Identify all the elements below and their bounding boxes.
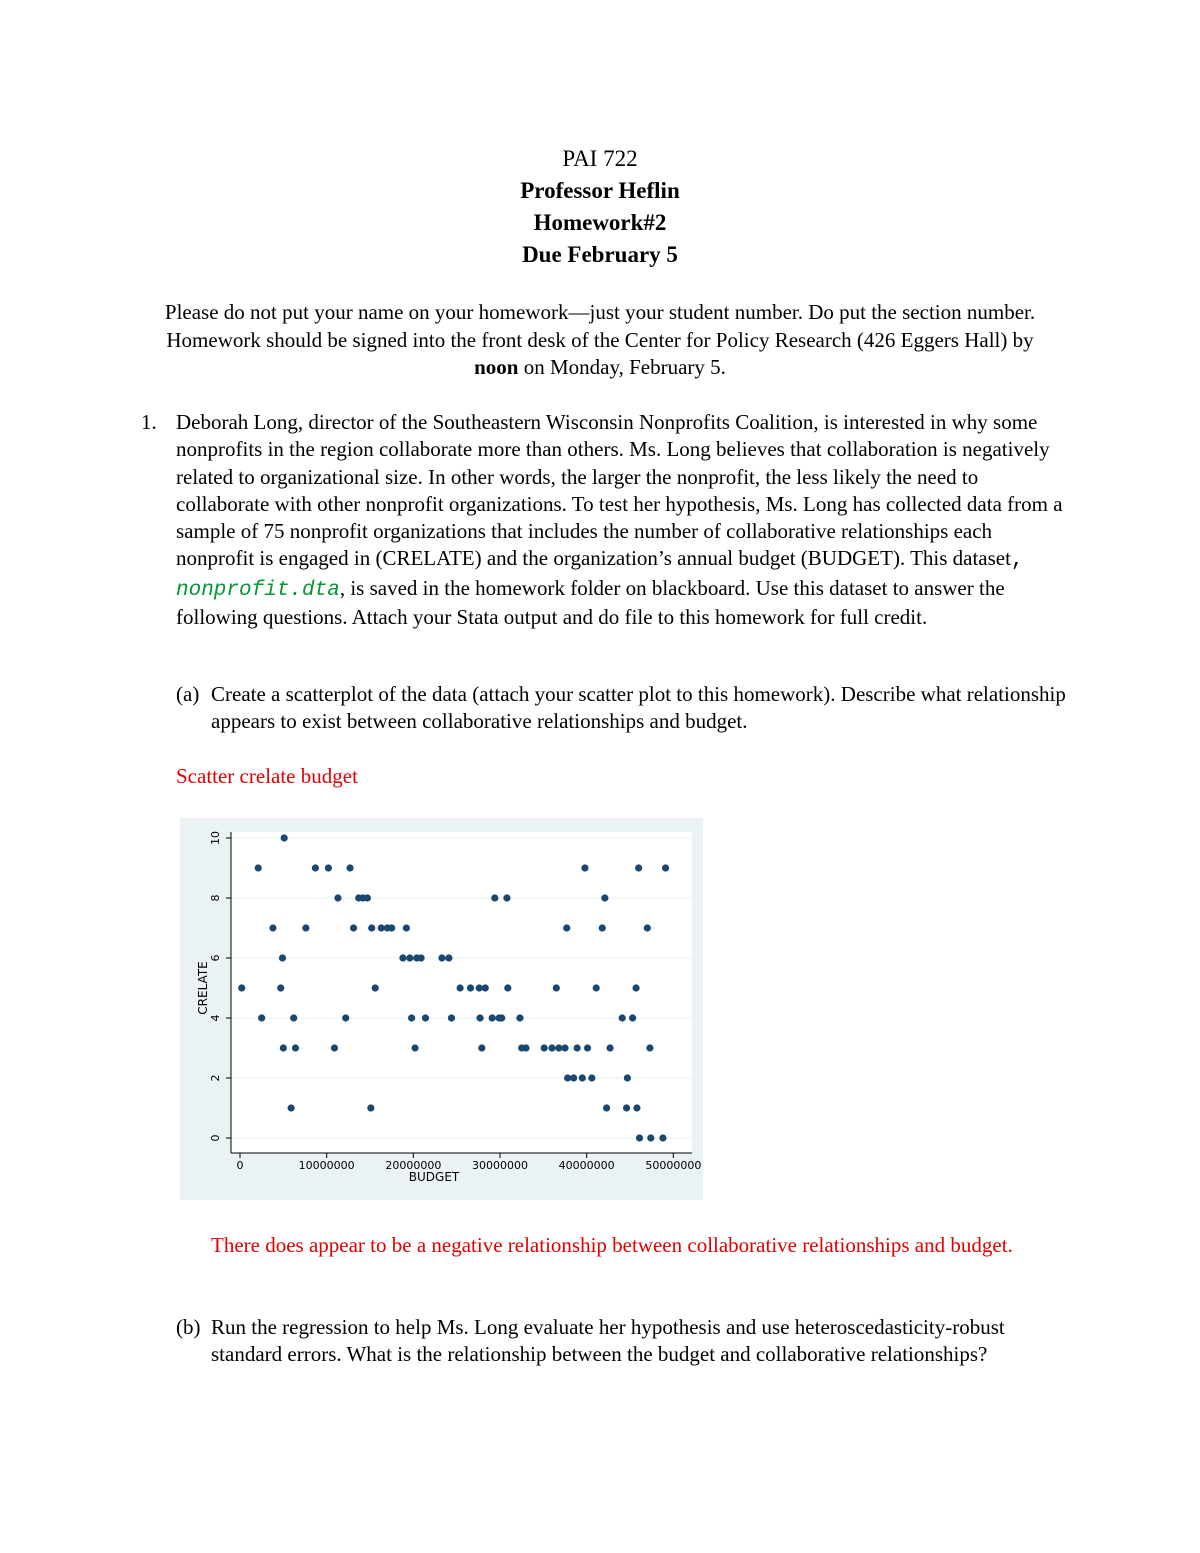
instructions-paragraph: [145, 299, 1055, 382]
scatter-point: [277, 984, 284, 991]
scatter-point: [606, 1044, 613, 1051]
scatter-point: [619, 1014, 626, 1021]
question-1a-label: (a): [176, 682, 200, 706]
scatter-point: [593, 984, 600, 991]
scatter-point: [258, 1014, 265, 1021]
scatter-point: [635, 864, 642, 871]
due-date: Due February 5: [522, 242, 678, 267]
scatter-point: [325, 864, 332, 871]
scatter-point: [581, 864, 588, 871]
scatter-point: [482, 984, 489, 991]
scatter-point: [522, 1044, 529, 1051]
question-1b: [176, 1314, 1066, 1369]
y-axis-label: CRELATE: [196, 961, 210, 1015]
scatter-point: [579, 1074, 586, 1081]
scatter-point: [624, 1074, 631, 1081]
x-tick-label: 20000000: [385, 1159, 442, 1172]
question-1b-label: (b): [176, 1315, 201, 1339]
question-1-number: 1.: [141, 410, 157, 434]
scatter-point: [399, 954, 406, 961]
scatter-point: [659, 1134, 666, 1141]
y-tick-label: 2: [209, 1074, 222, 1082]
scatter-point: [334, 894, 341, 901]
scatter-plot: [180, 818, 703, 1200]
scatter-point: [346, 864, 353, 871]
y-tick-label: 6: [209, 954, 222, 962]
scatter-point: [601, 894, 608, 901]
scatter-point: [553, 984, 560, 991]
scatter-point: [629, 1014, 636, 1021]
scatter-point: [646, 1044, 653, 1051]
instructions-text-end: on Monday, February 5.: [518, 355, 726, 379]
scatter-point: [457, 984, 464, 991]
scatter-point: [279, 954, 286, 961]
scatter-point: [388, 924, 395, 931]
question-1-text: [176, 409, 1066, 631]
question-1a-text: Create a scatterplot of the data (attach your scatter plot to this homework). Describe what relationship appears to exist between collaborative relationships and budget.: [211, 682, 1066, 734]
scatter-point: [662, 864, 669, 871]
homework-title: Homework#2: [533, 210, 667, 235]
document-header: [0, 143, 1200, 271]
scatter-point: [623, 1104, 630, 1111]
question-1-text-part2: , is saved in the homework folder on blackboard. Use this dataset to answer the following questions. Attach your Stata output and do file to this homework for full credit.: [176, 575, 1005, 630]
scatter-point: [367, 1104, 374, 1111]
scatter-point: [467, 984, 474, 991]
scatter-point: [647, 1134, 654, 1141]
scatter-point: [403, 924, 410, 931]
answer-1a: There does appear to be a negative relationship between collaborative relationships and budget.: [211, 1233, 1013, 1257]
scatter-point: [541, 1044, 548, 1051]
scatter-point: [408, 1014, 415, 1021]
scatter-point: [603, 1104, 610, 1111]
scatter-point: [491, 894, 498, 901]
scatter-point: [280, 1044, 287, 1051]
scatter-point: [281, 834, 288, 841]
scatter-point: [561, 1044, 568, 1051]
x-tick-label: 30000000: [472, 1159, 528, 1172]
scatter-point: [331, 1044, 338, 1051]
scatter-point: [411, 1044, 418, 1051]
x-tick-label: 50000000: [645, 1159, 702, 1172]
question-1b-text: Run the regression to help Ms. Long evaluate her hypothesis and use heteroscedasticity-robust standard errors. What is the relationship between the budget and collaborative relationships?: [211, 1315, 1005, 1367]
scatter-point: [269, 924, 276, 931]
course-title: PAI 722: [562, 146, 638, 171]
scatter-point: [644, 924, 651, 931]
x-tick-label: 40000000: [558, 1159, 615, 1172]
scatter-point: [422, 1014, 429, 1021]
scatter-point: [563, 924, 570, 931]
scatter-point: [504, 984, 511, 991]
instructions-text: Please do not put your name on your homework—just your student number. Do put the section number. Homework should be signed into the front desk of the Center for Policy Research (426 Eggers Hall) by: [164, 300, 1036, 352]
scatter-plot-svg: [180, 818, 703, 1200]
scatter-point: [633, 1104, 640, 1111]
scatter-point: [570, 1074, 577, 1081]
scatter-point: [503, 894, 510, 901]
y-tick-label: 0: [209, 1134, 222, 1142]
scatter-point: [288, 1104, 295, 1111]
y-tick-label: 4: [209, 1014, 222, 1022]
scatter-point: [372, 984, 379, 991]
y-axis-ticks: [209, 831, 231, 1142]
scatter-point: [238, 984, 245, 991]
stata-command: Scatter crelate budget: [176, 764, 358, 788]
scatter-point: [406, 954, 413, 961]
scatter-point: [588, 1074, 595, 1081]
question-1a: [176, 681, 1066, 736]
scatter-point: [448, 1014, 455, 1021]
scatter-point: [312, 864, 319, 871]
scatter-point: [574, 1044, 581, 1051]
scatter-point: [292, 1044, 299, 1051]
scatter-point: [498, 1014, 505, 1021]
scatter-point: [516, 1014, 523, 1021]
scatter-point: [489, 1014, 496, 1021]
question-1-comma: ,: [1010, 549, 1024, 573]
scatter-point: [302, 924, 309, 931]
professor-name: Professor Heflin: [520, 178, 680, 203]
x-tick-label: 10000000: [298, 1159, 355, 1172]
scatter-point: [418, 954, 425, 961]
scatter-point: [438, 954, 445, 961]
question-1: [141, 409, 1066, 631]
y-tick-label: 8: [209, 894, 222, 902]
y-tick-label: 10: [209, 831, 222, 845]
x-axis-ticks: [237, 1153, 702, 1172]
scatter-point: [599, 924, 606, 931]
dataset-filename: nonprofit.dta: [176, 578, 340, 602]
scatter-point: [342, 1014, 349, 1021]
scatter-point: [632, 984, 639, 991]
x-axis-label: BUDGET: [408, 1170, 460, 1184]
instructions-emphasis: noon: [474, 355, 519, 379]
scatter-point: [368, 924, 375, 931]
scatter-point: [290, 1014, 297, 1021]
scatter-point: [584, 1044, 591, 1051]
scatter-point: [636, 1134, 643, 1141]
scatter-point: [476, 1014, 483, 1021]
scatter-point: [255, 864, 262, 871]
scatter-point: [364, 894, 371, 901]
scatter-point: [478, 1044, 485, 1051]
scatter-point: [445, 954, 452, 961]
scatter-point: [350, 924, 357, 931]
question-1-text-part1: Deborah Long, director of the Southeastern Wisconsin Nonprofits Coalition, is interested in why some nonprofits in the region collaborate more than others. Ms. Long believes that collaboration is negatively related to organizational size. In other words, the larger the nonprofit, the less likely the need to collaborate with other nonprofit organizations. To test her hypothesis, Ms. Long has collected data from a sample of 75 nonprofit organizations that includes the number of collaborative relationships each nonprofit is engaged in (CRELATE) and the organization’s annual budget (BUDGET). This dataset: [176, 410, 1063, 571]
x-tick-label: 0: [236, 1159, 244, 1172]
scatter-point: [548, 1044, 555, 1051]
plot-area: [231, 832, 692, 1153]
